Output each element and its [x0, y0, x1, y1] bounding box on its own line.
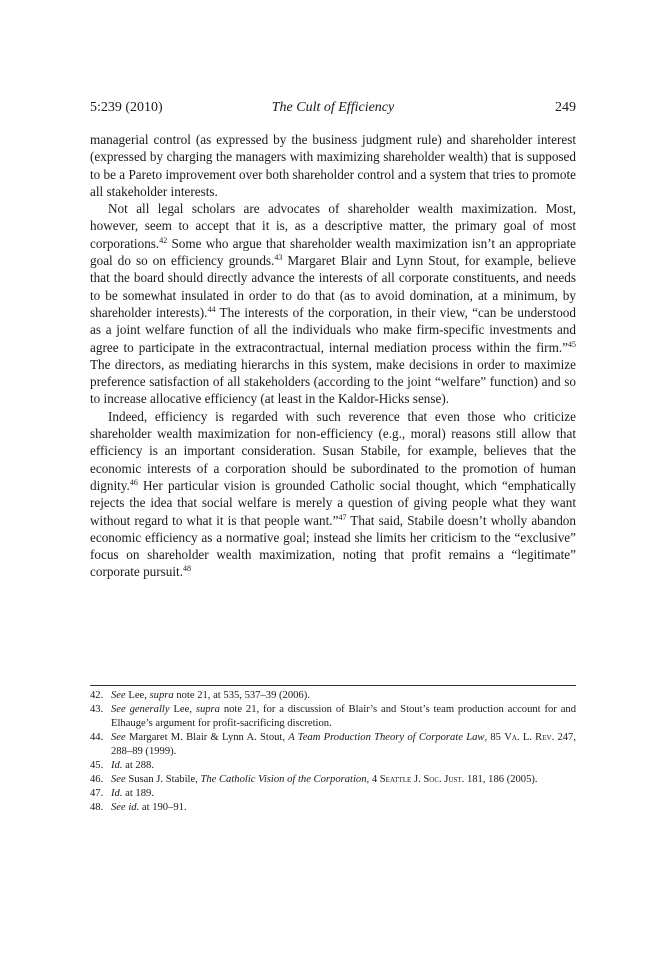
footnote-number: 48.: [90, 802, 104, 813]
italic-text: See: [111, 690, 126, 701]
footnote-text: [111, 759, 576, 773]
footnote: [90, 759, 576, 773]
text-run: 181, 186 (2005).: [464, 774, 538, 785]
footnote-number: 42.: [90, 690, 104, 701]
body-text: [90, 131, 576, 581]
text-run: Margaret Blair and Lynn Stout, for example, believe that the board should directly advance the interests of all corporate constituents, and needs to be somewhat insulated in order to do that (as to avoid domination, at a minimum, by shareholder interests).: [90, 253, 576, 320]
footnote: [90, 731, 576, 759]
italic-text: See id.: [111, 802, 140, 813]
text-run: The interests of the corporation, in their view, “can be understood as a joint welfare function of all the individuals who make firm-specific investments and agree to participate in the extracontractual, internal mediation process within the firm.”: [90, 304, 576, 355]
text-run: Margaret M. Blair & Lynn A. Stout,: [125, 732, 289, 743]
italic-text: The Catholic Vision of the Corporation: [200, 774, 367, 785]
small-caps-text: Va. L. Rev.: [504, 732, 555, 743]
footnote-reference: 43: [274, 253, 283, 263]
running-title: The Cult of Efficiency: [271, 100, 395, 115]
page-number: 249: [555, 100, 576, 115]
text-run: , 4: [366, 774, 380, 785]
italic-text: See: [111, 732, 126, 743]
footnote-reference: 47: [338, 512, 347, 522]
footnote-text: [111, 801, 576, 815]
text-run: Indeed, efficiency is regarded with such reverence that even those who criticize shareholder wealth maximization for non-efficiency (e.g., moral) reasons still allow that efficiency is an important consideration. Susan Stabile, for example, believes that the economic interests of a corporation should be subordinated to the promotion of human dignity.: [90, 408, 576, 493]
page: [90, 100, 576, 581]
footnote-number: 47.: [90, 788, 104, 799]
footnote-reference: 45: [568, 339, 576, 349]
text-run: note 21, for a discussion of Blair’s and Stout’s team production account for and Elhauge’s argument for profit-sacrificing discretion.: [111, 704, 576, 729]
italic-text: See: [111, 774, 126, 785]
text-run: Lee,: [125, 690, 150, 701]
journal-citation: 5:239 (2010): [90, 100, 163, 115]
paragraph: [90, 408, 576, 581]
footnote-number: 43.: [90, 704, 104, 715]
text-run: Lee,: [169, 704, 196, 715]
italic-text: A Team Production Theory of Corporate Law: [288, 732, 485, 743]
footnote-text: [111, 787, 576, 801]
italic-text: Id.: [111, 788, 123, 799]
text-run: Her particular vision is grounded Catholic social thought, which “emphatically rejects the idea that social welfare is merely a question of giving people what they want without regard to what it is that people want.”: [90, 477, 576, 528]
footnote-text: [111, 773, 576, 787]
footnote-reference: 42: [159, 235, 168, 245]
footnote: [90, 787, 576, 801]
text-run: , 85: [484, 732, 505, 743]
text-run: at 189.: [122, 788, 154, 799]
text-run: That said, Stabile doesn’t wholly abandon economic efficiency as a normative goal; instead she limits her criticism to the “exclusive” focus on shareholder wealth maximization, noting that profit remains a “legitimate” corporate pursuit.: [90, 512, 576, 580]
italic-text: supra: [195, 704, 220, 715]
footnote: [90, 703, 576, 731]
text-run: at 190–91.: [139, 802, 187, 813]
text-run: Not all legal scholars are advocates of shareholder wealth maximization. Most, however, seem to accept that it is, as a descriptive matter, the primary goal of most corporations.: [90, 201, 576, 251]
small-caps-text: Seattle J. Soc. Just.: [379, 774, 465, 785]
footnote-text: [111, 731, 576, 759]
italic-text: Id.: [111, 760, 123, 771]
footnote-text: [111, 689, 576, 703]
footnote: [90, 773, 576, 787]
paragraph: [90, 131, 576, 200]
italic-text: See generally: [111, 704, 170, 715]
footnotes: [90, 689, 576, 815]
footnote-separator: [90, 685, 576, 686]
text-run: Susan J. Stabile,: [125, 774, 201, 785]
footnote-number: 44.: [90, 732, 104, 743]
footnote-reference: 44: [207, 304, 216, 314]
text-run: note 21, at 535, 537–39 (2006).: [173, 690, 310, 701]
paragraph: [90, 200, 576, 408]
footnote: [90, 801, 576, 815]
text-run: The directors, as mediating hierarchs in this system, make decisions in order to maximize preference satisfaction of all stakeholders (according to the joint “welfare” function) and so to increase allocative efficiency (at least in the Kaldor-Hicks sense).: [90, 356, 576, 407]
footnote-number: 46.: [90, 774, 104, 785]
footnote-reference: 48: [183, 564, 192, 574]
text-run: at 288.: [122, 760, 154, 771]
footnote-number: 45.: [90, 760, 104, 771]
running-header: [90, 100, 576, 120]
text-run: 247, 288–89 (1999).: [111, 732, 576, 757]
text-run: managerial control (as expressed by the business judgment rule) and shareholder interest (expressed by charging the managers with maximizing shareholder wealth) that is supposed to be a Pareto improvement over both shareholder control and a system that tries to promote all stakeholder interests.: [90, 132, 576, 199]
footnote: [90, 689, 576, 703]
italic-text: supra: [149, 690, 174, 701]
footnote-text: [111, 703, 576, 731]
text-run: Some who argue that shareholder wealth maximization isn’t an appropriate goal do so on efficiency grounds.: [90, 235, 576, 269]
footnote-reference: 46: [129, 477, 138, 487]
